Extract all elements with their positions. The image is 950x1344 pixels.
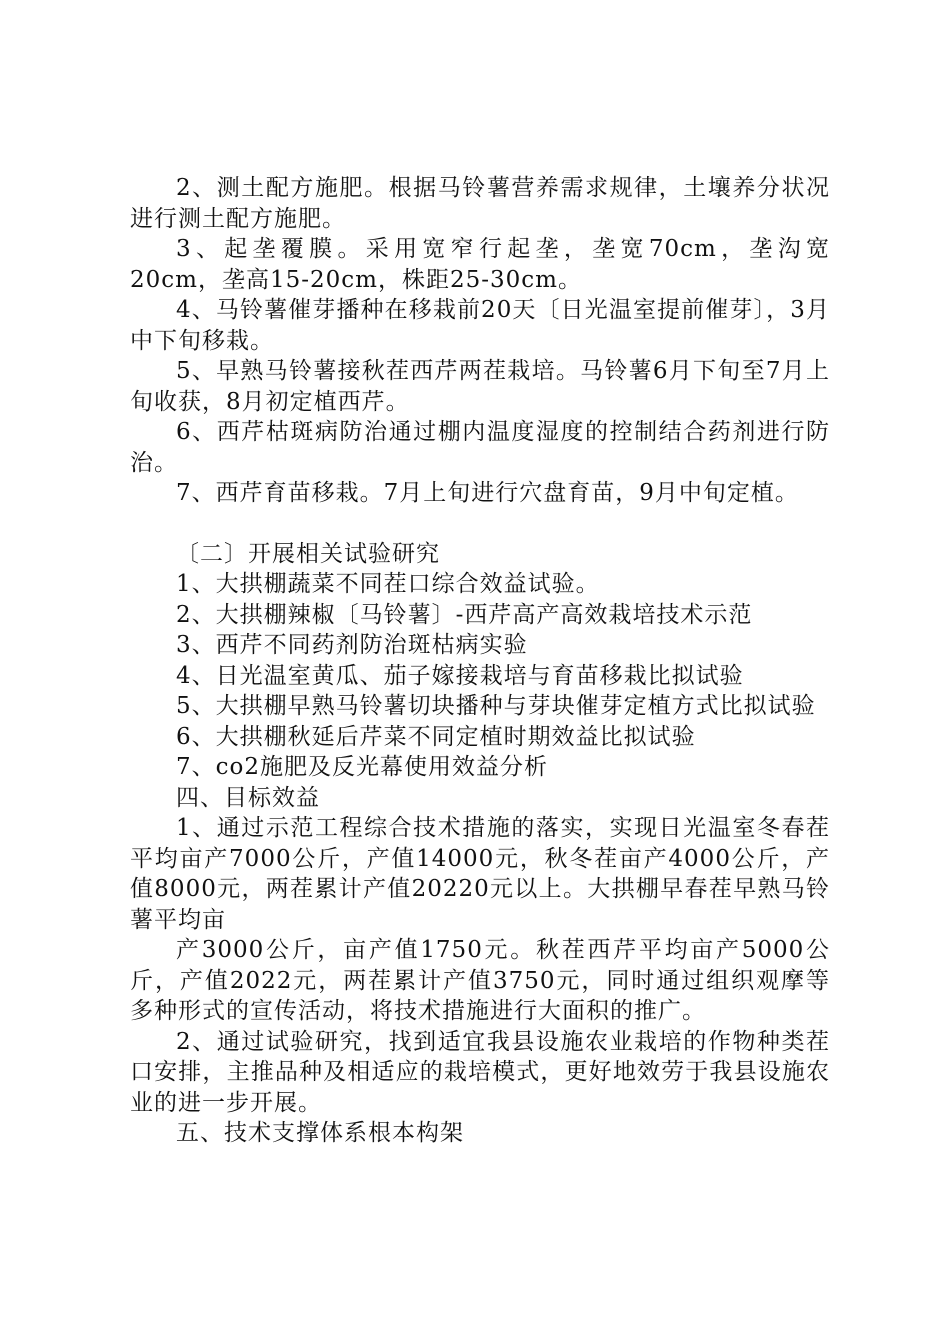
section-gap	[130, 509, 830, 539]
paragraph-ridging: 3、起垄覆膜。采用宽窄行起垄，垄宽70cm，垄沟宽20cm，垄高15-20cm，株距25-30cm。	[130, 236, 830, 293]
paragraph-goal-2: 2、通过试验研究，找到适宜我县设施农业栽培的作物种类茬口安排，主推品种及相适应的栽培模式，更好地效劳于我县设施农业的进一步开展。	[130, 1028, 830, 1116]
document-page	[130, 173, 830, 1149]
paragraph-sprouting: 4、马铃薯催芽播种在移栽前20天〔日光温室提前催芽〕，3月中下旬移栽。	[130, 297, 830, 354]
paragraph-seedling: 7、西芹育苗移栽。7月上旬进行穴盘育苗，9月中旬定植。	[176, 480, 799, 506]
paragraph-disease-control: 6、西芹枯斑病防治通过棚内温度湿度的控制结合药剂进行防治。	[130, 419, 830, 476]
paragraph-double-crop: 5、早熟马铃薯接秋茬西芹两茬栽培。马铃薯6月下旬至7月上旬收获，8月初定植西芹。	[130, 358, 830, 415]
list-item: 3、西芹不同药剂防治斑枯病实验	[176, 632, 528, 658]
paragraph-soil-testing: 2、测土配方施肥。根据马铃薯营养需求规律，土壤养分状况进行测土配方施肥。	[130, 175, 830, 232]
section-heading-support: 五、技术支撑体系根本构架	[176, 1120, 464, 1146]
list-item: 2、大拱棚辣椒〔马铃薯〕-西芹高产高效栽培技术示范	[176, 601, 753, 628]
section-heading-goals: 四、目标效益	[176, 784, 320, 811]
paragraph-goal-1-cont: 产3000公斤，亩产值1750元。秋茬西芹平均亩产5000公斤，产值2022元，两茬累计产值3750元，同时通过组织观摩等多种形式的宣传活动，将技术措施进行大面积的推广。	[130, 937, 830, 1024]
list-item: 6、大拱棚秋延后芹菜不同定植时期效益比拟试验	[176, 723, 696, 750]
paragraph-goal-1: 1、通过示范工程综合技术措施的落实，实现日光温室冬春茬平均亩产7000公斤，产值14000元，秋冬茬亩产4000公斤，产值8000元，两茬累计产值20220元以上。大拱棚早春茬早熟马铃薯平均亩	[130, 815, 830, 933]
list-item: 1、大拱棚蔬菜不同茬口综合效益试验。	[176, 571, 600, 597]
section-heading-experiments: 〔二〕开展相关试验研究	[176, 540, 440, 567]
list-item: 5、大拱棚早熟马铃薯切块播种与芽块催芽定植方式比拟试验	[176, 693, 816, 719]
list-item: 7、co2施肥及反光幕使用效益分析	[176, 754, 548, 780]
list-item: 4、日光温室黄瓜、茄子嫁接栽培与育苗移栽比拟试验	[176, 662, 744, 689]
